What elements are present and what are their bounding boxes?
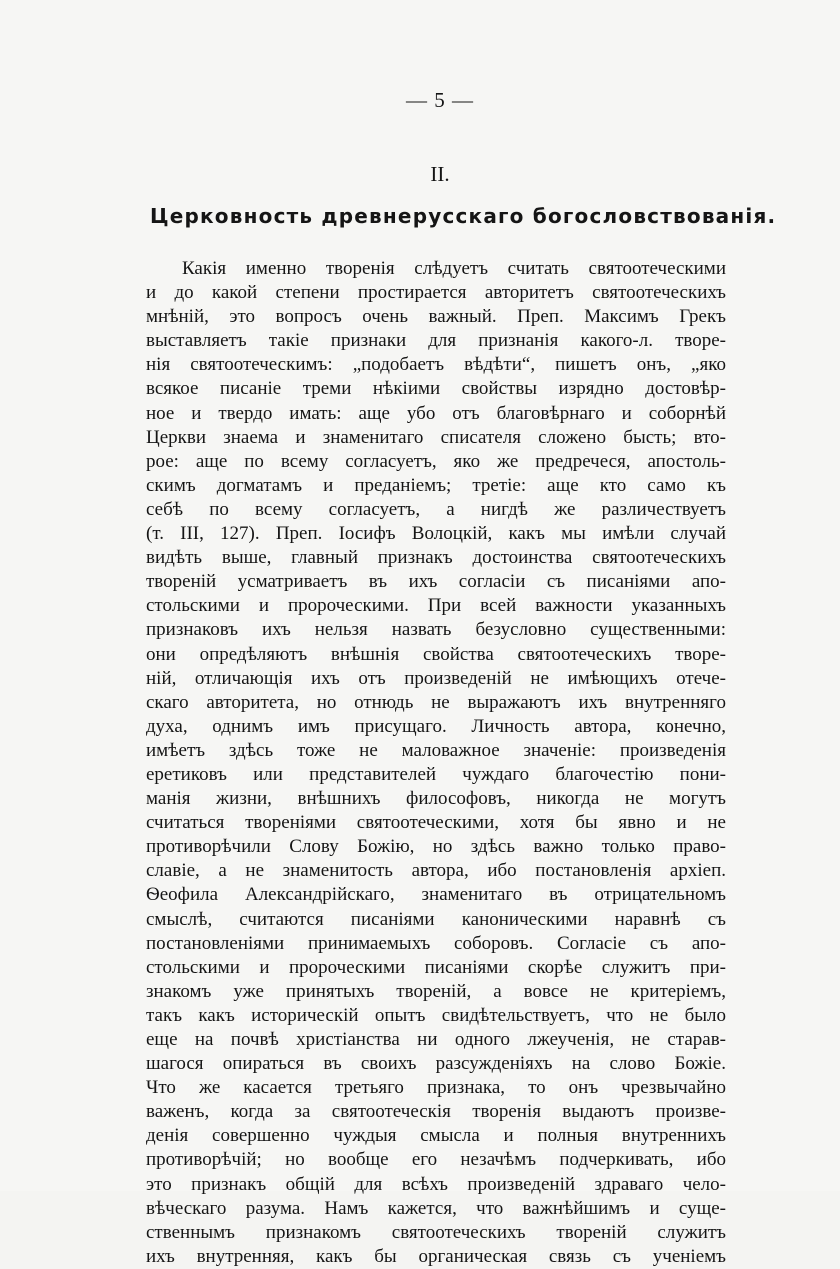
text-line: Какія именно творенія слѣдуетъ считать святоотеческими (182, 258, 726, 279)
chapter-title: Церковность древнерусскаго богословствованія. (150, 204, 777, 228)
text-line: выставляетъ такіе признаки для признанія какого-л. творе- (146, 330, 726, 352)
text-line: противорѣчій; но вообще его незачѣмъ подчеркивать, ибо (146, 1149, 726, 1171)
chapter-number: II. (430, 162, 450, 186)
text-line: постановленіями принимаемыхъ соборовъ. Согласіе съ апо- (146, 932, 726, 954)
body-text (146, 257, 726, 1269)
text-line: ихъ внутренняя, какъ бы органическая связь съ ученіемъ (146, 1245, 726, 1267)
text-line: имѣетъ здѣсь тоже не маловажное значеніе: произведенія (146, 739, 726, 761)
text-line: признаковъ ихъ нельзя назвать безусловно существенными: (146, 619, 726, 641)
text-line: стольскими и пророческими писаніями скорѣе служитъ при- (146, 956, 726, 978)
text-line: шагося опираться въ своихъ разсужденіяхъ на слово Божіе. (146, 1053, 726, 1075)
text-line: еретиковъ или представителей чуждаго благочестію пони- (146, 763, 726, 785)
text-line: Церкви знаема и знаменитаго списателя сложено бысть; вто- (146, 426, 726, 448)
text-line: такъ какъ историческій опытъ свидѣтельствуетъ, что не было (146, 1004, 726, 1026)
text-line: считаться твореніями святоотеческими, хотя бы явно и не (146, 812, 726, 834)
text-line: славіе, а не знаменитость автора, ибо постановленія архіеп. (146, 860, 726, 882)
text-line: манія жизни, внѣшнихъ философовъ, никогда не могутъ (146, 788, 726, 810)
text-line: Что же касается третьяго признака, то онъ чрезвычайно (146, 1077, 726, 1099)
text-line: мнѣній, это вопросъ очень важный. Преп. Максимъ Грекъ (146, 306, 726, 328)
text-line: скаго авторитета, но отнюдь не выражаютъ ихъ внутренняго (146, 691, 726, 713)
text-line: смыслѣ, считаются писаніями каноническими наравнѣ съ (146, 908, 726, 930)
text-line: Ѳеофила Александрійскаго, знаменитаго въ отрицательномъ (146, 884, 726, 906)
text-line: твореній усматриваетъ въ ихъ согласіи съ писаніями апо- (146, 571, 726, 593)
text-line: видѣть выше, главный признакъ достоинства святоотеческихъ (146, 547, 726, 569)
text-line: это признакъ общій для всѣхъ произведеній здраваго чело- (146, 1173, 726, 1195)
text-line: ній, отличающія ихъ отъ произведеній не имѣющихъ отече- (146, 667, 726, 689)
text-line: денія совершенно чуждыя смысла и полныя внутреннихъ (146, 1125, 726, 1147)
text-line: нія святоотеческимъ: „подобаетъ вѣдѣти“, пишетъ онъ, „яко (146, 354, 726, 376)
text-line: вѣческаго разума. Намъ кажется, что важнѣйшимъ и суще- (146, 1197, 726, 1219)
text-line: скимъ догматамъ и преданіемъ; третіе: аще кто само къ (146, 474, 726, 496)
text-line: ственнымъ признакомъ святоотеческихъ твореній служитъ (146, 1221, 726, 1243)
text-line: стольскими и пророческими. При всей важности указанныхъ (146, 595, 726, 617)
text-line: противорѣчили Слову Божію, но здѣсь важно только право- (146, 836, 726, 858)
text-line: (т. III, 127). Преп. Іосифъ Волоцкій, какъ мы имѣли случай (146, 523, 726, 545)
text-line: всякое писаніе треми нѣкіими свойствы изрядно достовѣр- (146, 378, 726, 400)
text-line: и до какой степени простирается авторитетъ святоотеческихъ (146, 282, 726, 304)
text-line: рое: аще по всему согласуетъ, яко же предречеся, апостоль- (146, 450, 726, 472)
text-line: важенъ, когда за святоотеческія творенія выдаютъ произве- (146, 1101, 726, 1123)
text-line: ное и твердо имать: аще убо отъ благовѣрнаго и соборнѣй (146, 402, 726, 424)
text-line: знакомъ уже принятыхъ твореній, а вовсе не критеріемъ, (146, 980, 726, 1002)
text-line: они опредѣляютъ внѣшнія свойства святоотеческихъ творе- (146, 643, 726, 665)
text-line: себѣ по всему согласуетъ, а нигдѣ же различествуетъ (146, 498, 726, 520)
text-line: духа, однимъ имъ присущаго. Личность автора, конечно, (146, 715, 726, 737)
page-number: — 5 — (406, 88, 474, 112)
text-line: еще на почвѣ христіанства ни одного лжеученія, не старав- (146, 1029, 726, 1050)
